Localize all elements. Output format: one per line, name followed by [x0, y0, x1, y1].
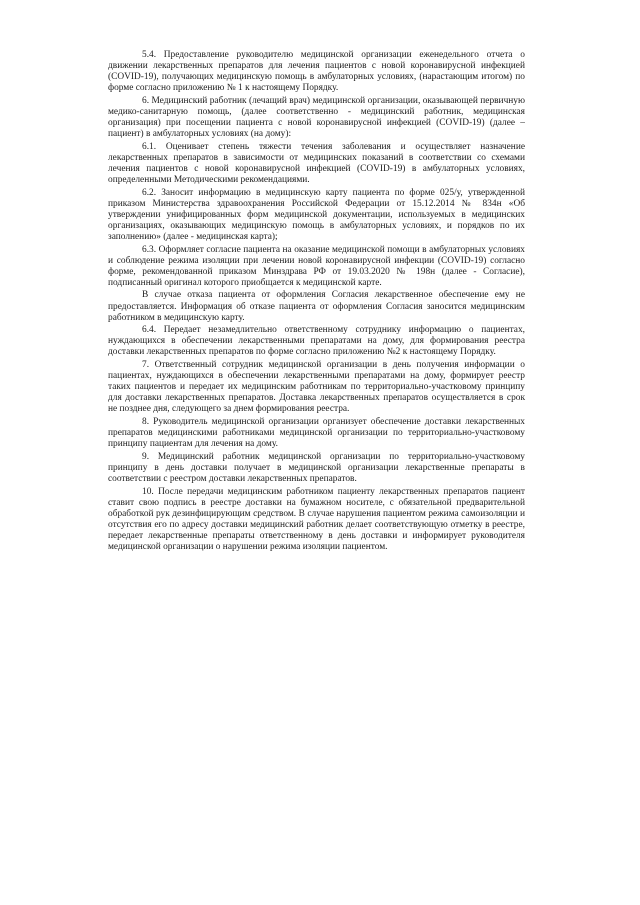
paragraph-6-2: 6.2. Заносит информацию в медицинскую карту пациента по форме 025/у, утвержденной приказом Министерства здравоохранения Российской Федерации от 15.12.2014 № 834н «Об утверждении унифицированных форм медицинской документации, используемых в медицинских организациях, оказывающих медицинскую помощь в амбулаторных условиях, и порядков по их заполнению» (далее - медицинская карта); — [108, 187, 525, 242]
paragraph-5-4: 5.4. Предоставление руководителю медицинской организации еженедельного отчета о движении лекарственных препаратов для лечения пациентов с новой коронавирусной инфекцией (COVID-19), получающих медицинскую помощь в амбулаторных условиях, (нарастающим итогом) по форме согласно приложению № 1 к настоящему Порядку. — [108, 50, 525, 94]
paragraph-10: 10. После передачи медицинским работником пациенту лекарственных препаратов пациент ставит свою подпись в реестре доставки на бумажном носителе, с обязательной предварительной обработкой рук дезинфицирующим средством. В случае нарушения пациентом режима самоизоляции и отсутствия его по адресу доставки медицинский работник делает соответствующую отметку в реестре, передает лекарственные препараты ответственному в день доставки и информирует руководителя медицинской организации о нарушении режима изоляции пациентом. — [108, 486, 525, 553]
paragraph-6-4: 6.4. Передает незамедлительно ответственному сотруднику информацию о пациентах, нуждающихся в обеспечении лекарственными препаратами на дому, для формирования реестра доставки лекарственных препаратов по форме согласно приложению №2 к настоящему Порядку. — [108, 325, 525, 358]
paragraph-7: 7. Ответственный сотрудник медицинской организации в день получения информации о пациентах, нуждающихся в обеспечении лекарственными препаратами на дому, формирует реестр таких пациентов и передает их медицинским работникам по территориально-участковому принципу для доставки лекарственных препаратов. Доставка лекарственных препаратов осуществляется в срок не позднее дня, следующего за днем формирования реестра. — [108, 360, 525, 415]
paragraph-9: 9. Медицинский работник медицинской организации по территориально-участковому принципу в день доставки получает в медицинской организации лекарственные препараты в соответствии с реестром доставки лекарственных препаратов. — [108, 451, 525, 484]
document-body — [108, 50, 525, 555]
paragraph-6-1: 6.1. Оценивает степень тяжести течения заболевания и осуществляет назначение лекарственных препаратов в зависимости от медицинских показаний в соответствии со схемами лечения пациентов с новой коронавирусной инфекцией (COVID-19) в амбулаторных условиях, определенными Методическими рекомендациями. — [108, 141, 525, 186]
paragraph-6-3: 6.3. Оформляет согласие пациента на оказание медицинской помощи в амбулаторных условиях и соблюдение режима изоляции при лечении новой коронавирусной инфекции (COVID-19) согласно форме, рекомендованной приказом Минздрава РФ от 19.03.2020 № 198н (далее - Согласие), подписанный оригинал которого приобщается к медицинской карте. — [108, 244, 525, 288]
paragraph-8: 8. Руководитель медицинской организации организует обеспечение доставки лекарственных препаратов медицинскими работниками медицинской организации по территориально-участковому принципу пациентам для лечения на дому. — [108, 417, 525, 450]
paragraph-6: 6. Медицинский работник (лечащий врач) медицинской организации, оказывающей первичную медико-санитарную помощь, (далее соответственно - медицинский работник, медицинская организация) при посещении пациента с новой коронавирусной инфекцией (COVID-19) (далее – пациент) в амбулаторных условиях (на дому): — [108, 95, 525, 140]
paragraph-consent-refusal: В случае отказа пациента от оформления Согласия лекарственное обеспечение ему не предоставляется. Информация об отказе пациента от оформления Согласия заносится медицинским работником в медицинскую карту. — [108, 290, 525, 323]
